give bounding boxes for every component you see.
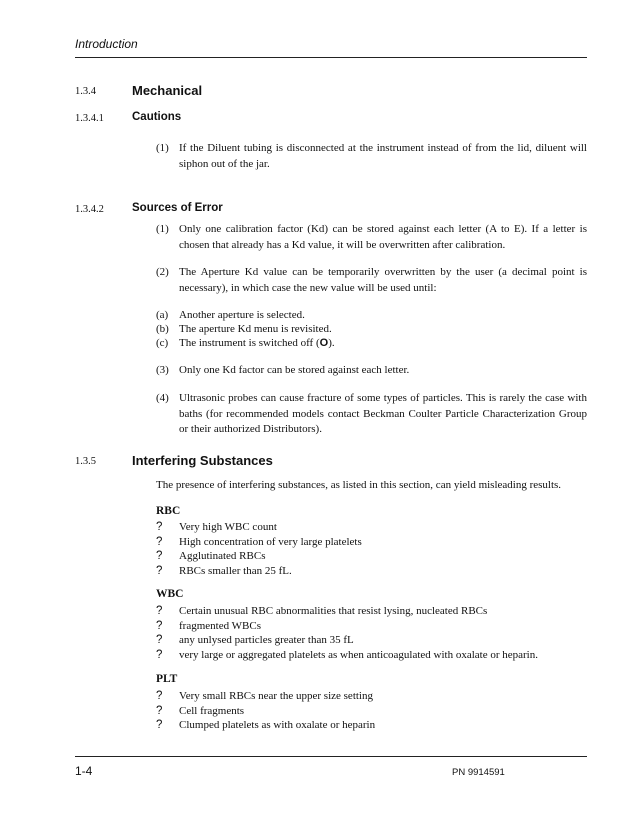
bullet-glyph: ?: [156, 719, 163, 731]
list-item-text: Clumped platelets as with oxalate or heparin: [179, 719, 376, 731]
numbered-item: [156, 391, 587, 438]
subsection-title: Cautions: [132, 111, 182, 123]
list-item-text: Very small RBCs near the upper size setting: [179, 690, 373, 702]
sub-item-suffix: ).: [328, 337, 335, 349]
sub-item: [156, 337, 335, 351]
item-number: (3): [156, 364, 169, 376]
list-item: [156, 648, 538, 663]
sub-item-label: (a): [156, 309, 169, 321]
list-item-text: High concentration of very large platelets: [179, 535, 362, 548]
footer-rule: [75, 756, 587, 757]
part-number: PN 9914591: [452, 767, 505, 778]
section-title: Interfering Substances: [132, 453, 273, 468]
subsection-number: 1.3.4.1: [75, 113, 104, 124]
sub-item-text: The aperture Kd menu is revisited.: [179, 323, 332, 335]
subsection-title: Sources of Error: [132, 202, 223, 214]
list-item: [156, 535, 362, 550]
numbered-item: [156, 141, 587, 172]
numbered-item: [156, 222, 587, 253]
bullet-glyph: ?: [156, 605, 163, 617]
numbered-item: [156, 363, 587, 379]
intro-paragraph: The presence of interfering substances, as listed in this section, can yield misleading results.: [156, 479, 562, 491]
list-item-text: Certain unusual RBC abnormalities that resist lysing, nucleated RBCs: [179, 605, 488, 617]
list-item: [156, 619, 261, 634]
list-item: [156, 689, 373, 704]
bullet-glyph: ?: [156, 550, 163, 562]
group-heading-wbc: WBC: [156, 588, 184, 600]
list-item-text: fragmented WBCs: [179, 619, 261, 632]
item-number: (1): [156, 142, 169, 154]
sub-item: [156, 323, 332, 337]
item-text: Ultrasonic probes can cause fracture of some types of particles. This is rarely the case with baths (for recommended models contact Beckman Coulter Particle Characterization Group or their authorized Distributors).: [179, 392, 587, 435]
section-title: Mechanical: [132, 83, 203, 98]
bullet-glyph: ?: [156, 634, 163, 646]
item-text: The Aperture Kd value can be temporarily overwritten by the user (a decimal point is necessary), in which case the new value will be used until:: [179, 266, 587, 294]
list-item: [156, 549, 265, 564]
list-item-text: very large or aggregated platelets as when anticoagulated with oxalate or heparin.: [179, 648, 538, 661]
item-number: (4): [156, 392, 169, 404]
list-item-text: RBCs smaller than 25 fL.: [179, 564, 292, 577]
list-item-text: Cell fragments: [179, 704, 245, 717]
bullet-glyph: ?: [156, 521, 163, 533]
bullet-glyph: ?: [156, 690, 163, 702]
header-rule: [75, 57, 587, 58]
bullet-glyph: ?: [156, 619, 163, 632]
numbered-item: [156, 265, 587, 296]
sub-item-label: (c): [156, 337, 169, 349]
sub-item-text: Another aperture is selected.: [179, 309, 305, 321]
bullet-glyph: ?: [156, 704, 163, 717]
bullet-glyph: ?: [156, 535, 163, 548]
list-item: [156, 633, 354, 648]
item-text: If the Diluent tubing is disconnected at the instrument instead of from the lid, diluent will siphon out of the jar.: [179, 142, 587, 170]
bullet-glyph: ?: [156, 648, 163, 661]
list-item: [156, 564, 292, 579]
section-number: 1.3.4: [75, 86, 96, 97]
bullet-glyph: ?: [156, 564, 163, 577]
list-item-text: Agglutinated RBCs: [179, 550, 266, 562]
sub-item-label: (b): [156, 323, 169, 335]
item-text: Only one calibration factor (Kd) can be stored against each letter (A to E). If a letter is chosen that already has a Kd value, it will be overwritten after calibration.: [179, 223, 587, 251]
group-heading-rbc: RBC: [156, 505, 181, 517]
page-number: 1-4: [75, 764, 93, 778]
subsection-number: 1.3.4.2: [75, 204, 104, 215]
list-item: [156, 704, 244, 719]
list-item: [156, 520, 277, 535]
list-item-text: Very high WBC count: [179, 521, 277, 533]
power-off-symbol: O: [319, 337, 329, 349]
list-item: [156, 718, 375, 733]
list-item: [156, 604, 487, 619]
item-number: (1): [156, 223, 169, 235]
sub-item-text: The instrument is switched off (: [179, 337, 320, 349]
group-heading-plt: PLT: [156, 673, 178, 685]
running-header: Introduction: [75, 37, 138, 51]
sub-item: [156, 309, 305, 323]
section-number: 1.3.5: [75, 456, 96, 467]
list-item-text: any unlysed particles greater than 35 fL: [179, 634, 354, 646]
item-text: Only one Kd factor can be stored against each letter.: [179, 364, 410, 376]
item-number: (2): [156, 266, 169, 278]
